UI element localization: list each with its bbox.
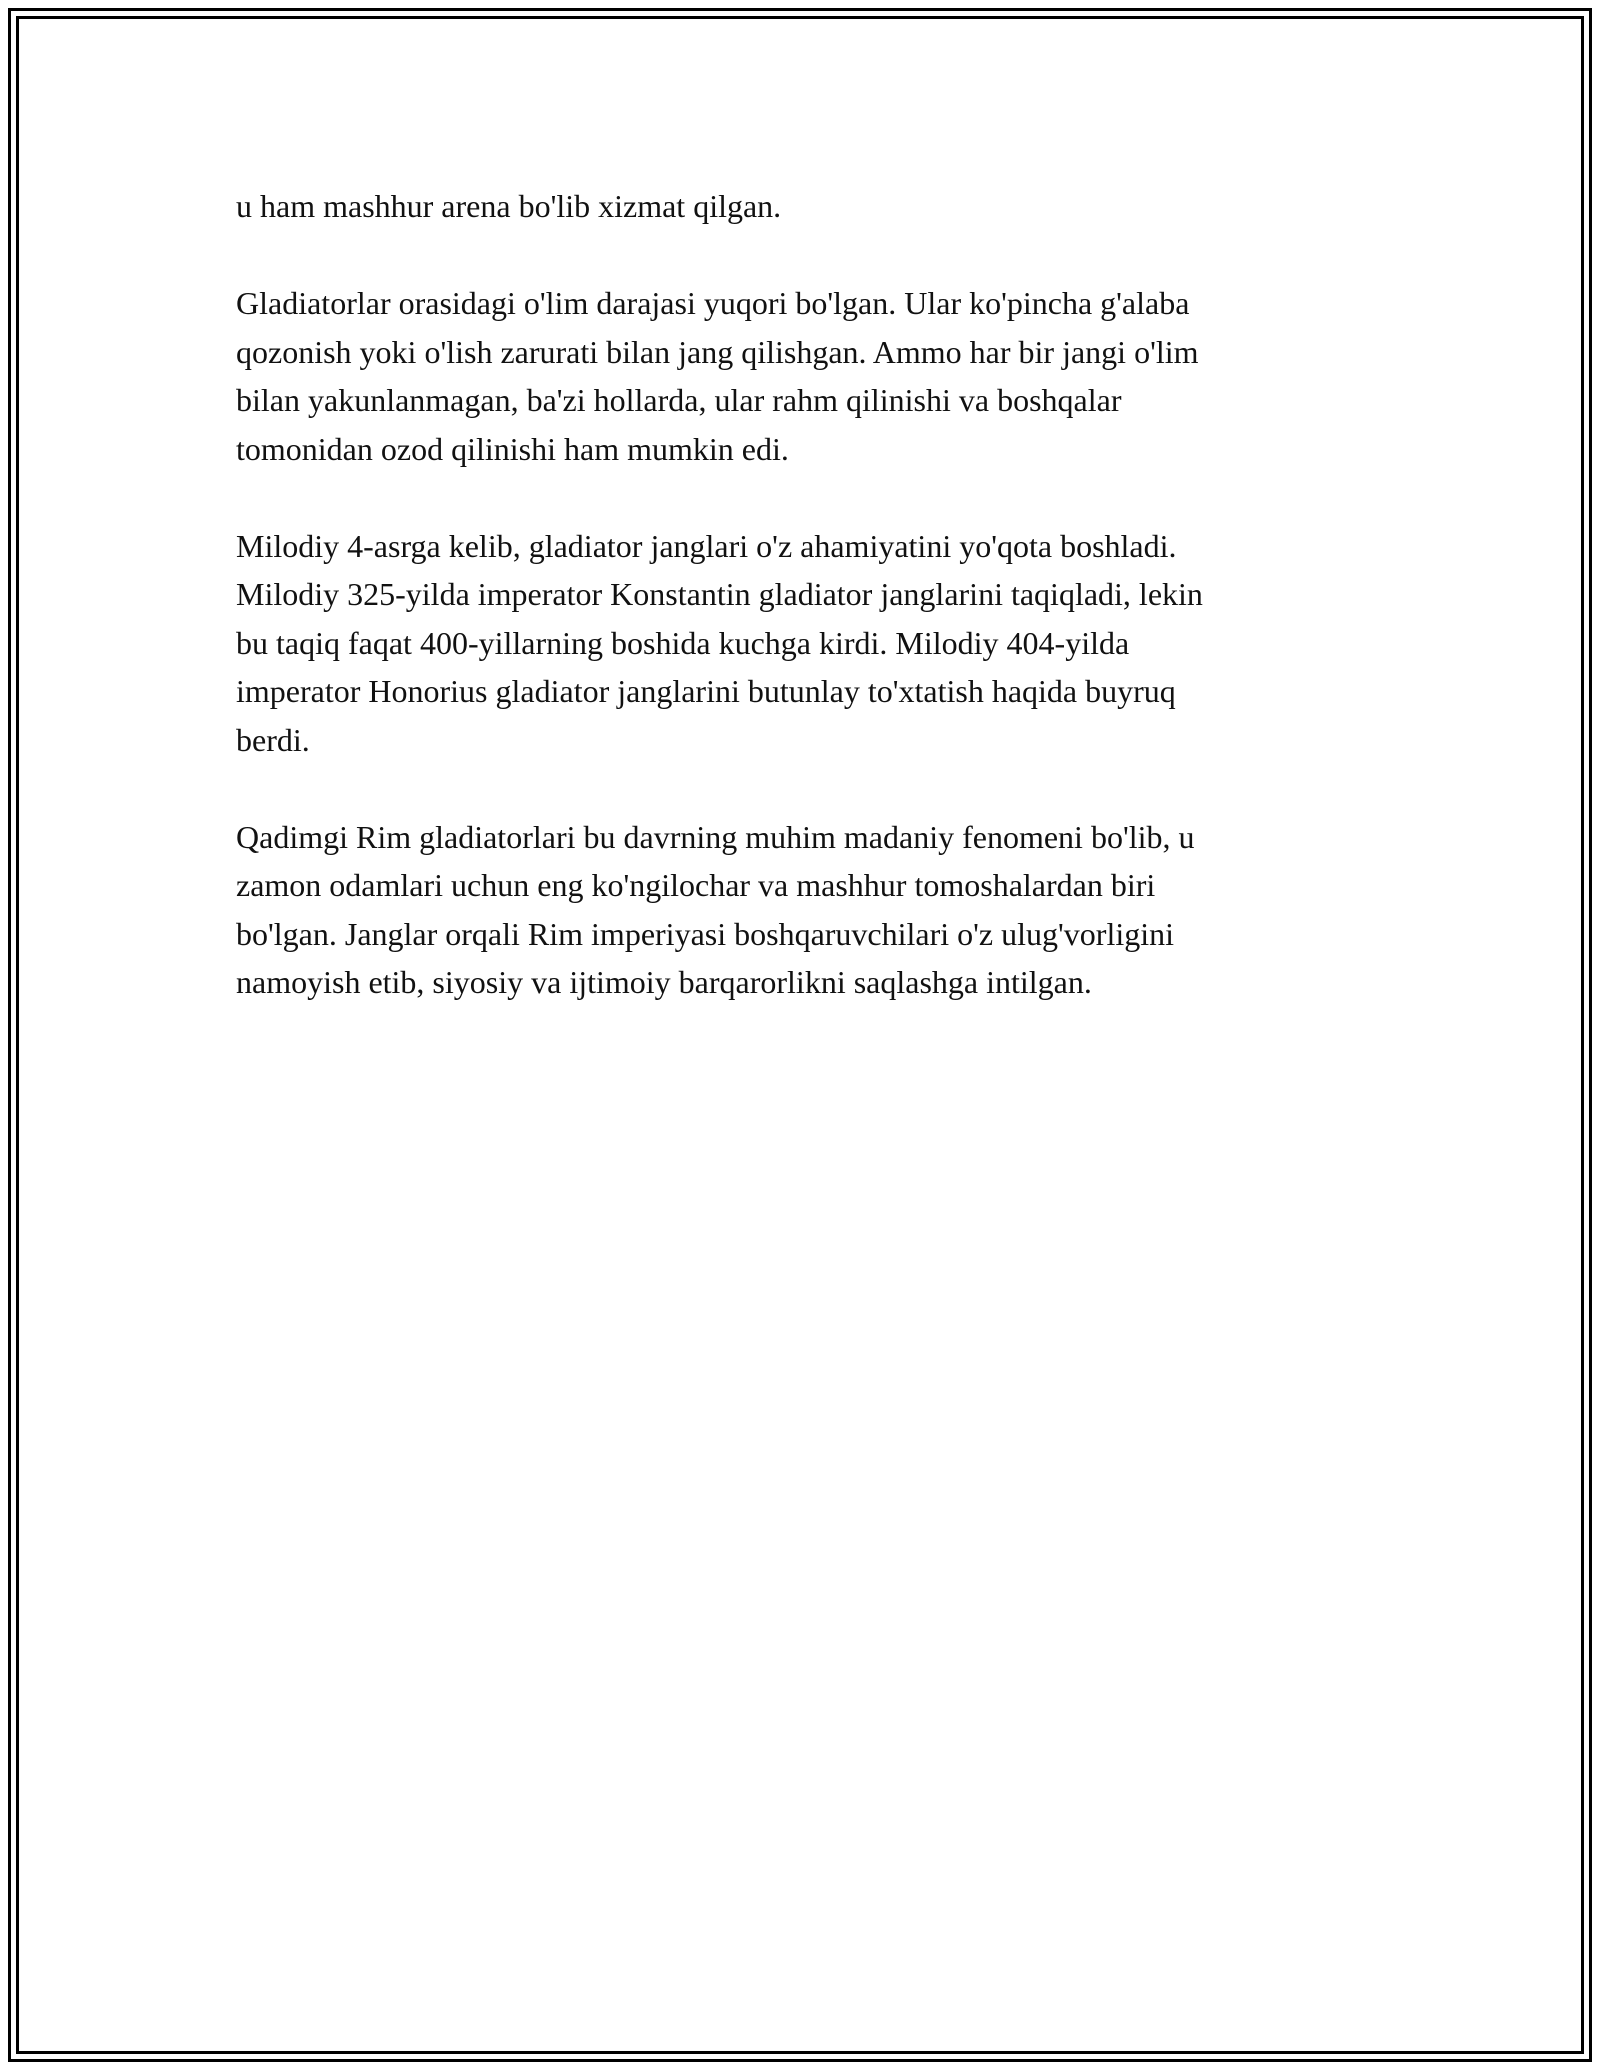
paragraph-2: Gladiatorlar orasidagi o'lim darajasi yuqori bo'lgan. Ular ko'pincha g'alaba qozonish yoki o'lish zarurati bilan jang qilishgan. Ammo har bir jangi o'lim bilan yakunlanmagan, ba'zi hollarda, ular rahm qilinishi va boshqalar tomonidan ozod qilinishi ham mumkin edi. [236,285,1199,467]
paragraph-1: u ham mashhur arena bo'lib xizmat qilgan. [236,188,782,224]
paragraph-3: Milodiy 4-asrga kelib, gladiator janglari o'z ahamiyatini yo'qota boshladi. Milodiy 325-yilda imperator Konstantin gladiator janglarini taqiqladi, lekin bu taqiq faqat 400-yillarning boshida kuchga kirdi. Milodiy 404-yilda imperator Honorius gladiator janglarini butunlay to'xtatish haqida buyruq berdi. [236,527,1203,758]
paragraph-4: Qadimgi Rim gladiatorlari bu davrning muhim madaniy fenomeni bo'lib, u zamon odamlari uchun eng ko'ngilochar va mashhur tomoshalardan biri bo'lgan. Janglar orqali Rim imperiyasi boshqaruvchilari o'z ulug'vorligini namoyish etib, siyosiy va ijtimoiy barqarorlikni saqlashga intilgan. [236,818,1195,1000]
document-body [236,182,1376,1055]
